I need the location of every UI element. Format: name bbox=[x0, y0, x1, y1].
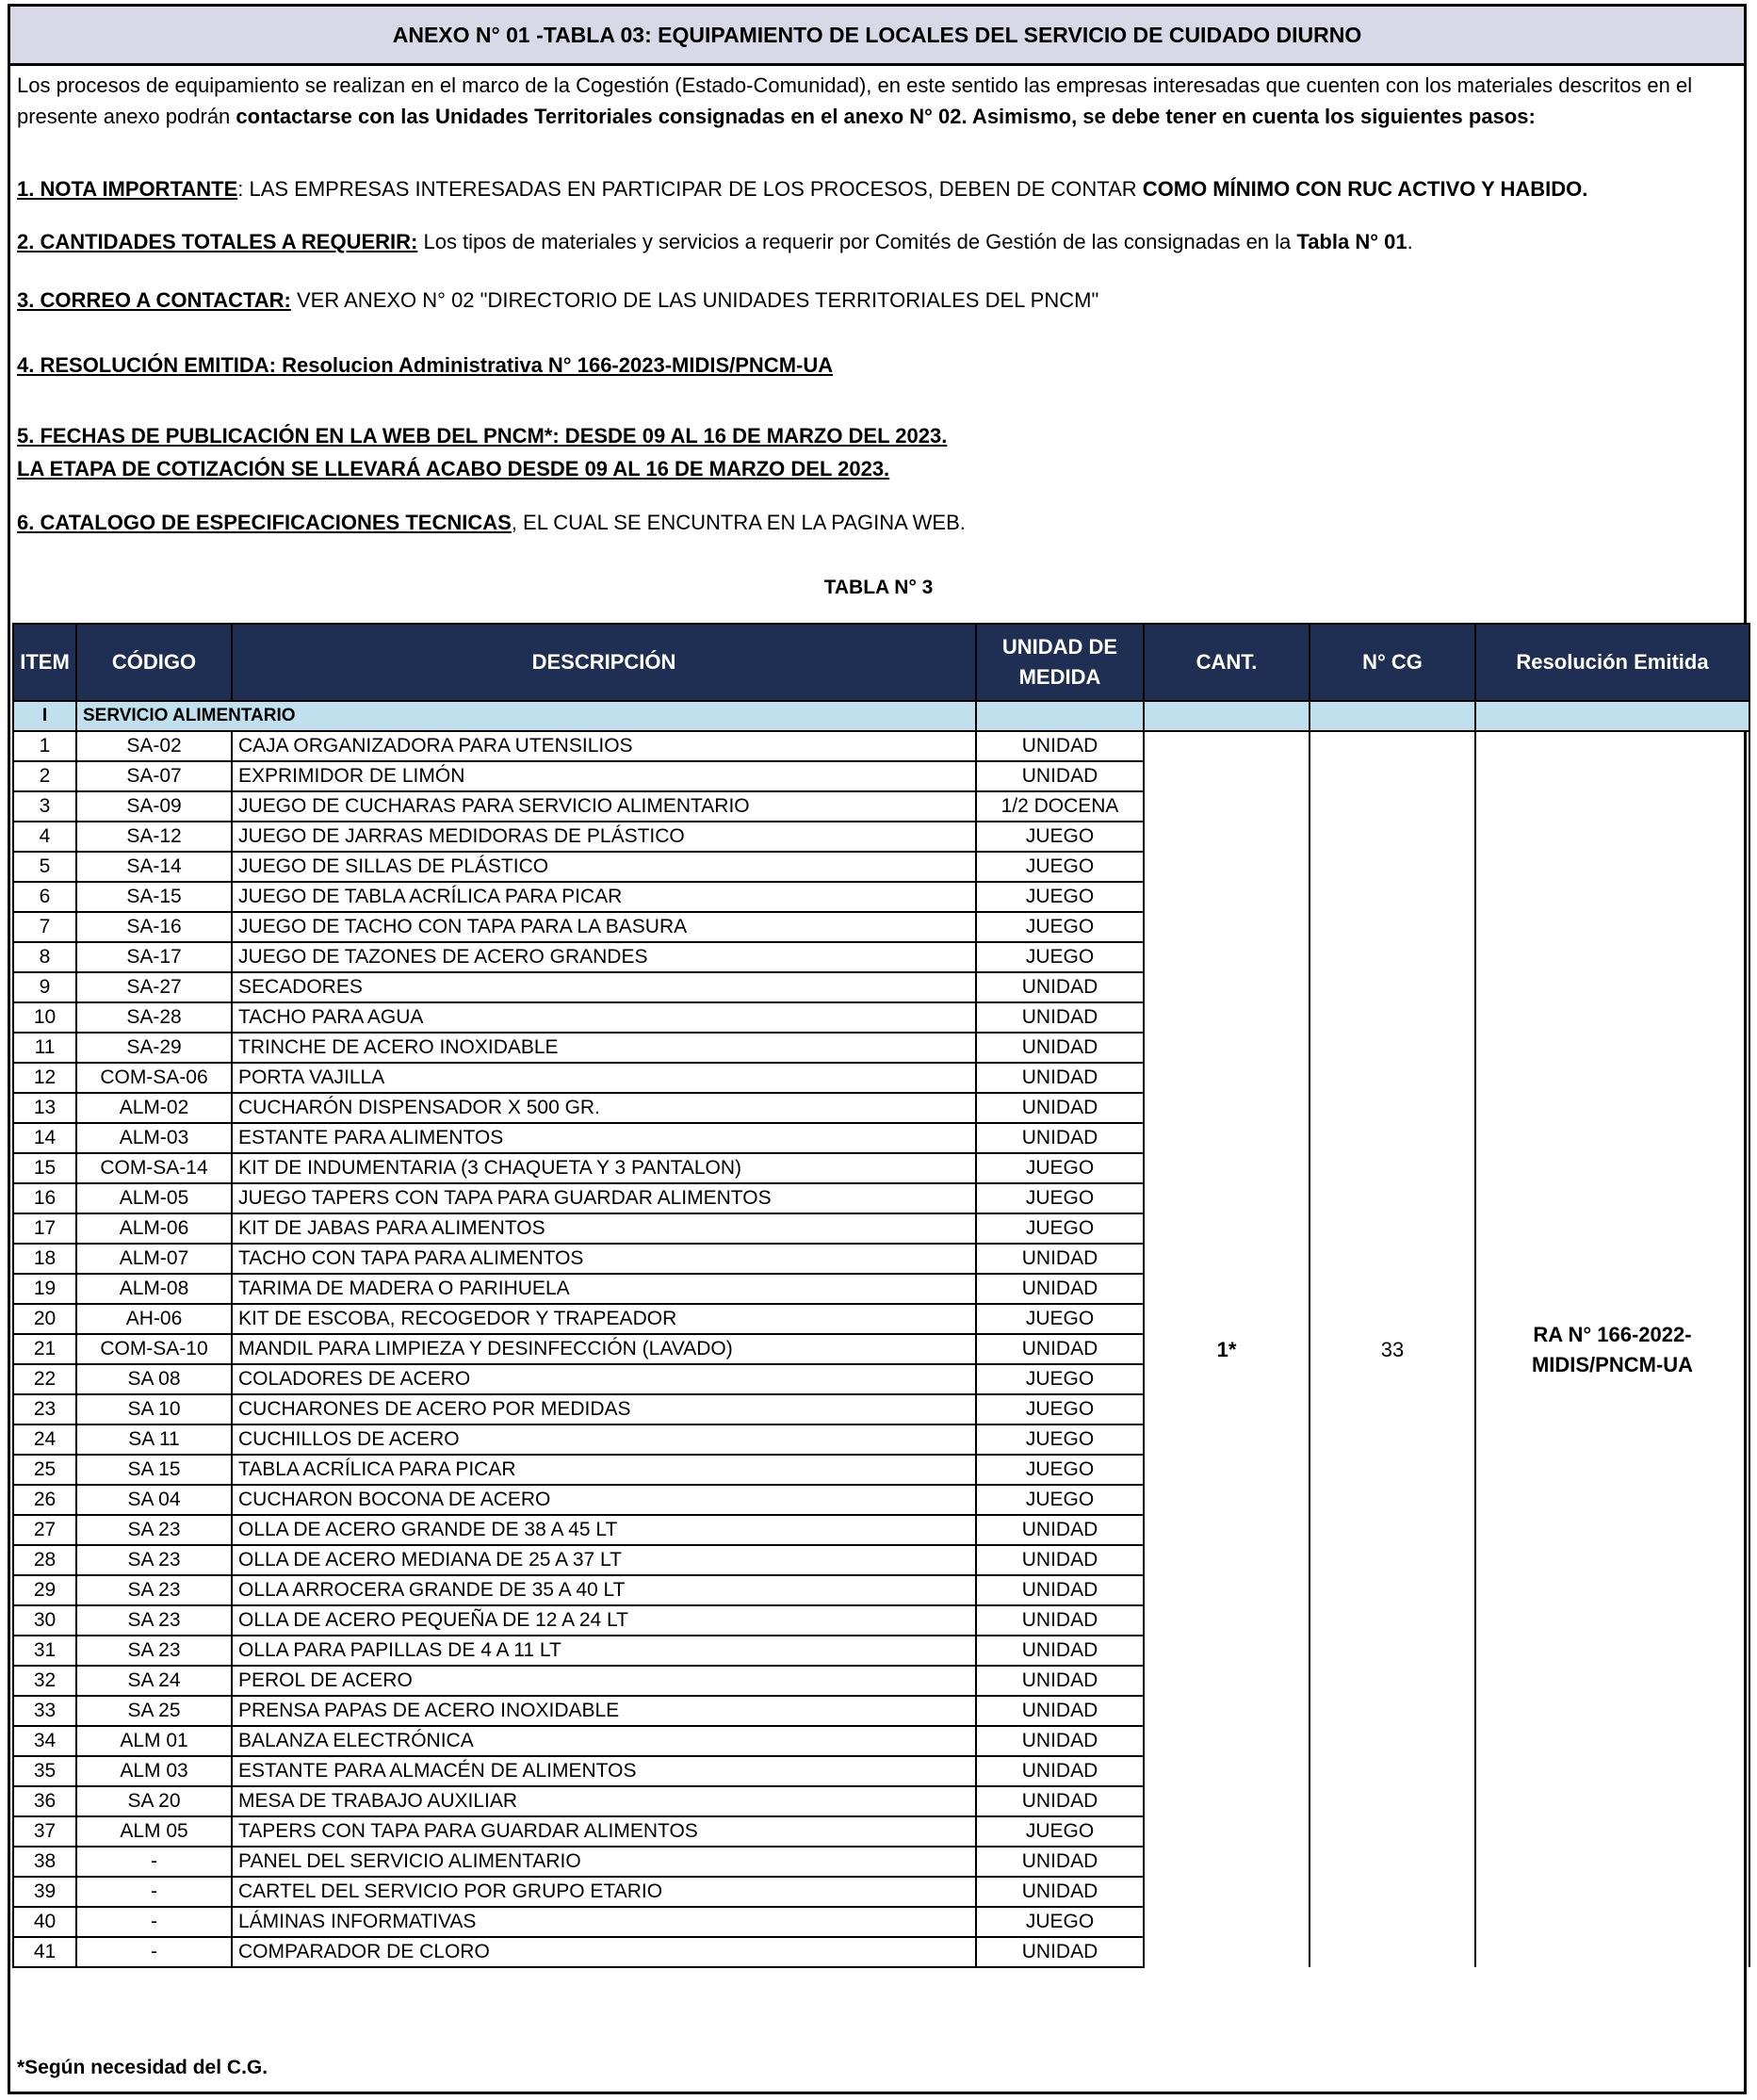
note-1-bold: COMO MÍNIMO CON RUC ACTIVO Y HABIDO. bbox=[1142, 177, 1588, 201]
item-description: JUEGO DE SILLAS DE PLÁSTICO bbox=[232, 852, 976, 882]
item-number: 19 bbox=[13, 1274, 76, 1304]
note-6 bbox=[17, 507, 966, 538]
item-code: COM-SA-14 bbox=[76, 1153, 232, 1183]
item-description: KIT DE ESCOBA, RECOGEDOR Y TRAPEADOR bbox=[232, 1304, 976, 1334]
item-description: MANDIL PARA LIMPIEZA Y DESINFECCIÓN (LAVADO) bbox=[232, 1334, 976, 1364]
item-number: 20 bbox=[13, 1304, 76, 1334]
item-unit: JUEGO bbox=[976, 1485, 1144, 1515]
item-number: 21 bbox=[13, 1334, 76, 1364]
item-number: 12 bbox=[13, 1063, 76, 1093]
item-unit: UNIDAD bbox=[976, 1063, 1144, 1093]
section-name: SERVICIO ALIMENTARIO bbox=[76, 701, 976, 731]
item-number: 15 bbox=[13, 1153, 76, 1183]
section-number: I bbox=[13, 701, 76, 731]
item-unit: JUEGO bbox=[976, 1816, 1144, 1847]
item-description: OLLA PARA PAPILLAS DE 4 A 11 LT bbox=[232, 1636, 976, 1666]
item-unit: JUEGO bbox=[976, 1304, 1144, 1334]
item-code: SA-07 bbox=[76, 761, 232, 791]
item-code: ALM-03 bbox=[76, 1123, 232, 1153]
note-3 bbox=[17, 285, 1098, 316]
item-unit: JUEGO bbox=[976, 1153, 1144, 1183]
document-title: ANEXO N° 01 -TABLA 03: EQUIPAMIENTO DE LOCALES DEL SERVICIO DE CUIDADO DIURNO bbox=[8, 4, 1747, 66]
item-description: KIT DE INDUMENTARIA (3 CHAQUETA Y 3 PANTALON) bbox=[232, 1153, 976, 1183]
item-unit: UNIDAD bbox=[976, 1093, 1144, 1123]
item-unit: UNIDAD bbox=[976, 1515, 1144, 1545]
intro-plain: Los procesos de equipamiento se realizan en el marco de la Cogestión (Estado-Comunidad), en este sentido las empresas interesadas que cuenten con los materiales descritos en el presente anexo podrán bbox=[17, 73, 1693, 128]
item-number: 18 bbox=[13, 1244, 76, 1274]
item-number: 2 bbox=[13, 761, 76, 791]
item-number: 8 bbox=[13, 942, 76, 972]
item-number: 37 bbox=[13, 1816, 76, 1847]
item-unit: UNIDAD bbox=[976, 1123, 1144, 1153]
item-description: OLLA DE ACERO GRANDE DE 38 A 45 LT bbox=[232, 1515, 976, 1545]
equipment-table bbox=[12, 623, 1750, 1968]
item-description: JUEGO DE JARRAS MEDIDORAS DE PLÁSTICO bbox=[232, 822, 976, 852]
item-number: 11 bbox=[13, 1033, 76, 1063]
item-description: TACHO PARA AGUA bbox=[232, 1002, 976, 1033]
note-1-text: : LAS EMPRESAS INTERESADAS EN PARTICIPAR DE LOS PROCESOS, DEBEN DE CONTAR bbox=[237, 177, 1143, 201]
header-item: ITEM bbox=[13, 624, 76, 701]
item-unit: 1/2 DOCENA bbox=[976, 791, 1144, 822]
item-number: 28 bbox=[13, 1545, 76, 1575]
item-description: COLADORES DE ACERO bbox=[232, 1364, 976, 1394]
item-unit: UNIDAD bbox=[976, 1937, 1144, 1967]
item-unit: UNIDAD bbox=[976, 1545, 1144, 1575]
item-code: ALM 05 bbox=[76, 1816, 232, 1847]
item-number: 25 bbox=[13, 1455, 76, 1485]
item-code: ALM-02 bbox=[76, 1093, 232, 1123]
section-empty bbox=[1144, 701, 1310, 731]
item-unit: UNIDAD bbox=[976, 1726, 1144, 1756]
note-2 bbox=[17, 226, 1413, 257]
footnote: *Según necesidad del C.G. bbox=[17, 2057, 268, 2078]
header-codigo: CÓDIGO bbox=[76, 624, 232, 701]
note-1-heading: 1. NOTA IMPORTANTE bbox=[17, 177, 238, 201]
item-unit: UNIDAD bbox=[976, 1786, 1144, 1816]
item-code: ALM-06 bbox=[76, 1213, 232, 1244]
item-code: SA 25 bbox=[76, 1696, 232, 1726]
item-code: SA-12 bbox=[76, 822, 232, 852]
item-code: ALM-05 bbox=[76, 1183, 232, 1213]
item-code: SA 23 bbox=[76, 1515, 232, 1545]
item-code: COM-SA-06 bbox=[76, 1063, 232, 1093]
item-code: AH-06 bbox=[76, 1304, 232, 1334]
note-6-text: , EL CUAL SE ENCUNTRA EN LA PAGINA WEB. bbox=[511, 511, 966, 534]
item-description: CUCHARONES DE ACERO POR MEDIDAS bbox=[232, 1394, 976, 1424]
item-number: 10 bbox=[13, 1002, 76, 1033]
item-description: PEROL DE ACERO bbox=[232, 1666, 976, 1696]
item-description: EXPRIMIDOR DE LIMÓN bbox=[232, 761, 976, 791]
item-unit: UNIDAD bbox=[976, 1334, 1144, 1364]
item-number: 38 bbox=[13, 1847, 76, 1877]
quantity-cell: 1* bbox=[1144, 731, 1310, 1967]
note-2-bold: Tabla N° 01 bbox=[1296, 230, 1407, 253]
item-unit: UNIDAD bbox=[976, 761, 1144, 791]
item-code: SA-16 bbox=[76, 912, 232, 942]
item-number: 40 bbox=[13, 1907, 76, 1937]
item-description: TABLA ACRÍLICA PARA PICAR bbox=[232, 1455, 976, 1485]
item-number: 16 bbox=[13, 1183, 76, 1213]
header-ncg: N° CG bbox=[1310, 624, 1475, 701]
item-code: ALM-08 bbox=[76, 1274, 232, 1304]
item-code: SA 23 bbox=[76, 1545, 232, 1575]
item-number: 24 bbox=[13, 1424, 76, 1455]
item-code: SA 23 bbox=[76, 1605, 232, 1636]
item-code: SA-15 bbox=[76, 882, 232, 912]
item-number: 14 bbox=[13, 1123, 76, 1153]
item-description: CAJA ORGANIZADORA PARA UTENSILIOS bbox=[232, 731, 976, 761]
header-unidad: UNIDAD DE MEDIDA bbox=[976, 624, 1144, 701]
item-description: CARTEL DEL SERVICIO POR GRUPO ETARIO bbox=[232, 1877, 976, 1907]
item-description: CUCHILLOS DE ACERO bbox=[232, 1424, 976, 1455]
item-code: SA 24 bbox=[76, 1666, 232, 1696]
item-unit: UNIDAD bbox=[976, 731, 1144, 761]
item-code: SA-29 bbox=[76, 1033, 232, 1063]
item-unit: JUEGO bbox=[976, 1424, 1144, 1455]
item-description: JUEGO TAPERS CON TAPA PARA GUARDAR ALIMENTOS bbox=[232, 1183, 976, 1213]
item-unit: UNIDAD bbox=[976, 1636, 1144, 1666]
item-code: SA 08 bbox=[76, 1364, 232, 1394]
item-description: ESTANTE PARA ALIMENTOS bbox=[232, 1123, 976, 1153]
item-unit: JUEGO bbox=[976, 1364, 1144, 1394]
item-number: 9 bbox=[13, 972, 76, 1002]
item-description: SECADORES bbox=[232, 972, 976, 1002]
item-code: ALM-07 bbox=[76, 1244, 232, 1274]
item-unit: UNIDAD bbox=[976, 1244, 1144, 1274]
item-number: 34 bbox=[13, 1726, 76, 1756]
item-number: 32 bbox=[13, 1666, 76, 1696]
note-2-end: . bbox=[1407, 230, 1413, 253]
item-code: SA 23 bbox=[76, 1575, 232, 1605]
item-description: JUEGO DE TACHO CON TAPA PARA LA BASURA bbox=[232, 912, 976, 942]
item-code: SA 10 bbox=[76, 1394, 232, 1424]
item-unit: JUEGO bbox=[976, 912, 1144, 942]
item-code: COM-SA-10 bbox=[76, 1334, 232, 1364]
item-number: 23 bbox=[13, 1394, 76, 1424]
item-unit: UNIDAD bbox=[976, 1756, 1144, 1786]
item-description: CUCHARÓN DISPENSADOR X 500 GR. bbox=[232, 1093, 976, 1123]
item-unit: UNIDAD bbox=[976, 1002, 1144, 1033]
note-6-heading: 6. CATALOGO DE ESPECIFICACIONES TECNICAS bbox=[17, 511, 512, 534]
item-description: CUCHARON BOCONA DE ACERO bbox=[232, 1485, 976, 1515]
item-number: 41 bbox=[13, 1937, 76, 1967]
note-3-heading: 3. CORREO A CONTACTAR: bbox=[17, 288, 291, 312]
item-description: OLLA ARROCERA GRANDE DE 35 A 40 LT bbox=[232, 1575, 976, 1605]
intro-paragraph bbox=[17, 70, 1741, 136]
item-unit: JUEGO bbox=[976, 882, 1144, 912]
item-number: 29 bbox=[13, 1575, 76, 1605]
item-description: ESTANTE PARA ALMACÉN DE ALIMENTOS bbox=[232, 1756, 976, 1786]
item-code: SA 15 bbox=[76, 1455, 232, 1485]
item-unit: JUEGO bbox=[976, 1213, 1144, 1244]
item-code: SA-28 bbox=[76, 1002, 232, 1033]
item-number: 4 bbox=[13, 822, 76, 852]
header-descripcion: DESCRIPCIÓN bbox=[232, 624, 976, 701]
header-resolucion: Resolución Emitida bbox=[1475, 624, 1749, 701]
item-unit: UNIDAD bbox=[976, 1847, 1144, 1877]
item-code: SA 23 bbox=[76, 1636, 232, 1666]
item-description: PORTA VAJILLA bbox=[232, 1063, 976, 1093]
item-number: 26 bbox=[13, 1485, 76, 1515]
item-number: 6 bbox=[13, 882, 76, 912]
item-description: JUEGO DE TABLA ACRÍLICA PARA PICAR bbox=[232, 882, 976, 912]
item-code: - bbox=[76, 1847, 232, 1877]
item-description: OLLA DE ACERO MEDIANA DE 25 A 37 LT bbox=[232, 1545, 976, 1575]
item-number: 1 bbox=[13, 731, 76, 761]
item-unit: JUEGO bbox=[976, 852, 1144, 882]
table-label: TABLA N° 3 bbox=[823, 577, 934, 598]
item-unit: JUEGO bbox=[976, 1907, 1144, 1937]
note-5-line-2: LA ETAPA DE COTIZACIÓN SE LLEVARÁ ACABO DESDE 09 AL 16 DE MARZO DEL 2023. bbox=[17, 457, 890, 480]
item-unit: JUEGO bbox=[976, 1183, 1144, 1213]
item-description: LÁMINAS INFORMATIVAS bbox=[232, 1907, 976, 1937]
item-code: - bbox=[76, 1907, 232, 1937]
item-number: 3 bbox=[13, 791, 76, 822]
item-code: SA 11 bbox=[76, 1424, 232, 1455]
item-number: 17 bbox=[13, 1213, 76, 1244]
note-3-text: VER ANEXO N° 02 "DIRECTORIO DE LAS UNIDADES TERRITORIALES DEL PNCM" bbox=[290, 288, 1099, 312]
item-description: TRINCHE DE ACERO INOXIDABLE bbox=[232, 1033, 976, 1063]
item-number: 36 bbox=[13, 1786, 76, 1816]
notes-section bbox=[17, 70, 1741, 534]
item-unit: JUEGO bbox=[976, 942, 1144, 972]
item-code: SA 20 bbox=[76, 1786, 232, 1816]
item-code: - bbox=[76, 1937, 232, 1967]
table-header-row bbox=[13, 624, 1749, 701]
item-unit: UNIDAD bbox=[976, 1033, 1144, 1063]
item-code: ALM 03 bbox=[76, 1756, 232, 1786]
table-row bbox=[13, 731, 1749, 761]
item-unit: UNIDAD bbox=[976, 972, 1144, 1002]
resolution-cell: RA N° 166-2022-MIDIS/PNCM-UA bbox=[1475, 731, 1749, 1967]
section-empty bbox=[976, 701, 1144, 731]
note-5-line-1: 5. FECHAS DE PUBLICACIÓN EN LA WEB DEL PNCM*: DESDE 09 AL 16 DE MARZO DEL 2023. bbox=[17, 424, 948, 448]
item-unit: UNIDAD bbox=[976, 1605, 1144, 1636]
item-number: 22 bbox=[13, 1364, 76, 1394]
item-description: MESA DE TRABAJO AUXILIAR bbox=[232, 1786, 976, 1816]
item-description: BALANZA ELECTRÓNICA bbox=[232, 1726, 976, 1756]
section-empty bbox=[1475, 701, 1749, 731]
note-2-text: Los tipos de materiales y servicios a requerir por Comités de Gestión de las consignadas en la bbox=[417, 230, 1297, 253]
note-1 bbox=[17, 173, 1587, 204]
item-code: SA-17 bbox=[76, 942, 232, 972]
item-number: 30 bbox=[13, 1605, 76, 1636]
note-2-heading: 2. CANTIDADES TOTALES A REQUERIR: bbox=[17, 230, 418, 253]
item-number: 5 bbox=[13, 852, 76, 882]
item-unit: JUEGO bbox=[976, 822, 1144, 852]
item-unit: UNIDAD bbox=[976, 1274, 1144, 1304]
item-code: - bbox=[76, 1877, 232, 1907]
item-code: SA-14 bbox=[76, 852, 232, 882]
item-description: KIT DE JABAS PARA ALIMENTOS bbox=[232, 1213, 976, 1244]
item-unit: UNIDAD bbox=[976, 1575, 1144, 1605]
item-code: SA 04 bbox=[76, 1485, 232, 1515]
item-description: COMPARADOR DE CLORO bbox=[232, 1937, 976, 1967]
item-description: TAPERS CON TAPA PARA GUARDAR ALIMENTOS bbox=[232, 1816, 976, 1847]
item-number: 7 bbox=[13, 912, 76, 942]
item-description: TARIMA DE MADERA O PARIHUELA bbox=[232, 1274, 976, 1304]
item-number: 27 bbox=[13, 1515, 76, 1545]
item-description: OLLA DE ACERO PEQUEÑA DE 12 A 24 LT bbox=[232, 1605, 976, 1636]
header-cant: CANT. bbox=[1144, 624, 1310, 701]
section-row bbox=[13, 701, 1749, 731]
item-description: JUEGO DE CUCHARAS PARA SERVICIO ALIMENTARIO bbox=[232, 791, 976, 822]
item-number: 39 bbox=[13, 1877, 76, 1907]
item-description: PRENSA PAPAS DE ACERO INOXIDABLE bbox=[232, 1696, 976, 1726]
item-description: PANEL DEL SERVICIO ALIMENTARIO bbox=[232, 1847, 976, 1877]
cg-count-cell: 33 bbox=[1310, 731, 1475, 1967]
item-number: 35 bbox=[13, 1756, 76, 1786]
note-4: 4. RESOLUCIÓN EMITIDA: Resolucion Administrativa N° 166-2023-MIDIS/PNCM-UA bbox=[17, 353, 834, 377]
item-unit: JUEGO bbox=[976, 1455, 1144, 1485]
section-empty bbox=[1310, 701, 1475, 731]
item-unit: UNIDAD bbox=[976, 1877, 1144, 1907]
item-code: SA-02 bbox=[76, 731, 232, 761]
item-number: 31 bbox=[13, 1636, 76, 1666]
intro-bold: contactarse con las Unidades Territoriales consignadas en el anexo N° 02. Asimismo, se debe tener en cuenta los siguientes pasos: bbox=[236, 105, 1536, 128]
item-code: SA-27 bbox=[76, 972, 232, 1002]
item-unit: JUEGO bbox=[976, 1394, 1144, 1424]
item-number: 13 bbox=[13, 1093, 76, 1123]
item-description: TACHO CON TAPA PARA ALIMENTOS bbox=[232, 1244, 976, 1274]
item-code: SA-09 bbox=[76, 791, 232, 822]
item-number: 33 bbox=[13, 1696, 76, 1726]
item-description: JUEGO DE TAZONES DE ACERO GRANDES bbox=[232, 942, 976, 972]
item-code: ALM 01 bbox=[76, 1726, 232, 1756]
item-unit: UNIDAD bbox=[976, 1696, 1144, 1726]
item-unit: UNIDAD bbox=[976, 1666, 1144, 1696]
